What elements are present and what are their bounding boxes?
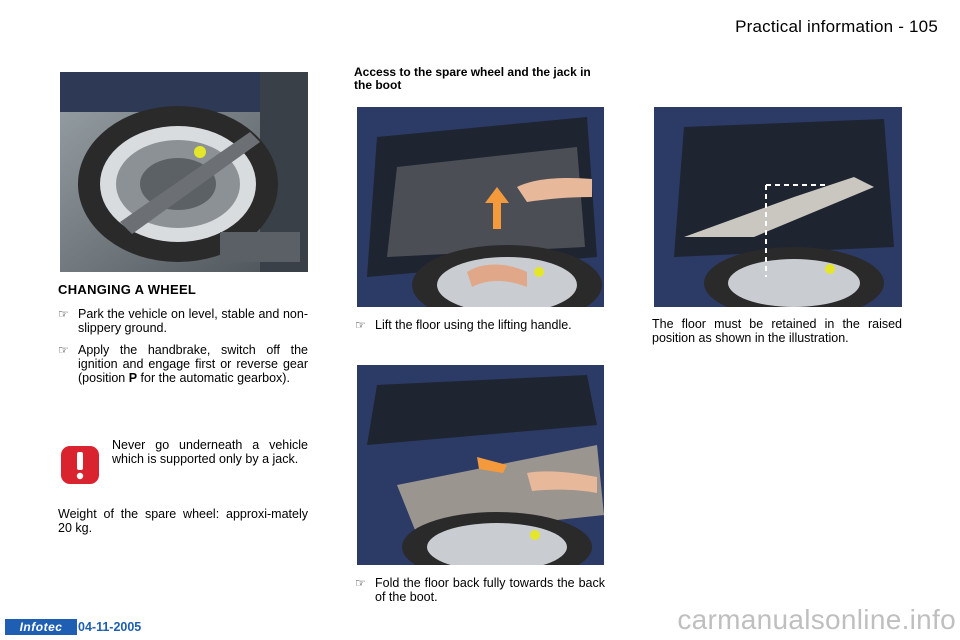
raised-floor-photo [654,107,902,307]
instruction-list [58,307,308,393]
lift-floor-photo [357,107,604,307]
weight-note: Weight of the spare wheel: approxi-mately 20 kg. [58,507,308,535]
section-title: CHANGING A WHEEL [58,282,197,297]
step-list-2 [355,576,605,612]
infotec-logo: Infotec [5,619,77,635]
warning-text: Never go underneath a vehicle which is supported only by a jack. [112,438,308,466]
fold-floor-photo [357,365,604,565]
pointing-hand-icon: ☞ [58,343,69,357]
pointing-hand-icon: ☞ [58,307,69,321]
list-item: ☞ Lift the floor using the lifting handle. [355,318,572,332]
access-heading: Access to the spare wheel and the jack in the boot [354,65,591,92]
list-item: ☞ Apply the handbrake, switch off the ignition and engage first or reverse gear (position P for the automatic gearbox). [58,343,308,385]
page-header: Practical information - 105 [735,17,938,36]
list-item: ☞ Park the vehicle on level, stable and non-slippery ground. [58,307,308,335]
spare-wheel-photo [60,72,308,272]
exclamation-warning-icon [60,445,100,485]
step-list-1 [355,318,605,340]
pointing-hand-icon: ☞ [355,318,366,332]
watermark-text: carmanualsonline.info [677,604,956,635]
retained-note: The floor must be retained in the raised position as shown in the illustration. [652,317,902,345]
pointing-hand-icon: ☞ [355,576,366,590]
footer-date: 04-11-2005 [78,620,142,634]
list-item: ☞ Fold the floor back fully towards the back of the boot. [355,576,605,604]
